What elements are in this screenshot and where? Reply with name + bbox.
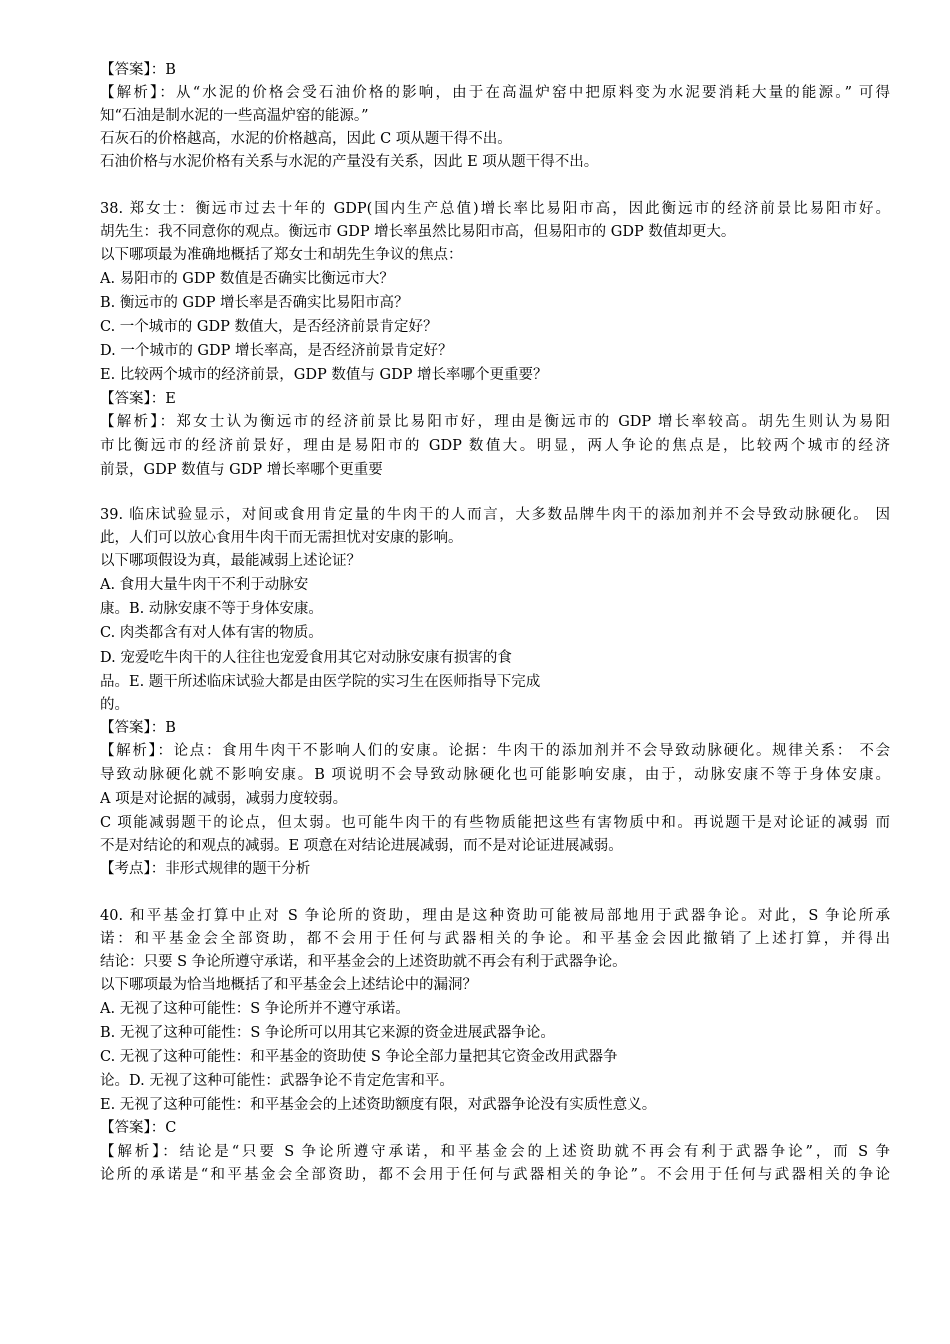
answer-38: 【答案】：E: [100, 391, 176, 407]
question-39-prompt: 以下哪项假设为真，最能减弱上述论证？: [100, 553, 361, 569]
question-40-prompt: 以下哪项最为恰当地概括了和平基金会上述结论中的漏洞？: [100, 977, 477, 993]
option-38-d: D. 一个城市的 GDP 增长率高，是否经济前景肯定好？: [100, 343, 453, 359]
analysis-37-line-3: 石灰石的价格越高，水泥的价格越高，因此 C 项从题干得不出。: [100, 131, 512, 147]
option-38-c: C. 一个城市的 GDP 数值大，是否经济前景肯定好？: [100, 319, 438, 335]
option-38-e: E. 比较两个城市的经济前景，GDP 数值与 GDP 增长率哪个更重要？: [100, 367, 548, 383]
option-40-e: E. 无视了这种可能性：和平基金会的上述资助额度有限，对武器争论没有实质性意义。: [100, 1097, 657, 1113]
question-38-prompt: 以下哪项最为准确地概括了郑女士和胡先生争议的焦点：: [100, 247, 463, 263]
question-39-line-1: 39. 临床试验显示，对间或食用肯定量的牛肉干的人而言，大多数品牌牛肉干的添加剂并不会导致动脉硬化。 因: [100, 507, 890, 523]
key-point-39: 【考点】：非形式规律的题干分析: [100, 861, 311, 877]
analysis-37-line-1: 【解析】：从“水泥的价格会受石油价格的影响，由于在高温炉窑中把原料变为水泥要消耗大量的能源。” 可得: [100, 85, 890, 101]
analysis-39-line-2: 导致动脉硬化就不影响安康。B 项说明不会导致动脉硬化也可能影响安康，由于，动脉安康不等于身体安康。: [100, 767, 890, 783]
option-40-b: B. 无视了这种可能性：S 争论所可以用其它来源的资金进展武器争论。: [100, 1025, 555, 1041]
option-39-e: 品。E. 题干所述临床试验大都是由医学院的实习生在医师指导下完成: [100, 674, 541, 690]
option-40-a: A. 无视了这种可能性：S 争论所并不遵守承诺。: [100, 1001, 410, 1017]
option-40-d: 论。D. 无视了这种可能性：武器争论不肯定危害和平。: [100, 1073, 454, 1089]
answer-39: 【答案】：B: [100, 720, 176, 736]
option-38-a: A. 易阳市的 GDP 数值是否确实比衡远市大？: [100, 271, 394, 287]
analysis-38-line-3: 前景，GDP 数值与 GDP 增长率哪个更重要: [100, 462, 383, 478]
analysis-37-line-4: 石油价格与水泥价格有关系与水泥的产量没有关系，因此 E 项从题干得不出。: [100, 154, 599, 170]
option-38-b: B. 衡远市的 GDP 增长率是否确实比易阳市高？: [100, 295, 409, 311]
question-40-line-2: 诺：和平基金会全部资助，都不会用于任何与武器相关的争论。和平基金会因此撤销了上述打算，并得出: [100, 931, 890, 947]
option-39-d: D. 宠爱吃牛肉干的人往往也宠爱食用其它对动脉安康有损害的食: [100, 650, 512, 666]
question-38-line-1: 38. 郑女士：衡远市过去十年的 GDP(国内生产总值)增长率比易阳市高，因此衡远市的经济前景比易阳市好。: [100, 201, 890, 217]
option-39-b: 康。B. 动脉安康不等于身体安康。: [100, 601, 323, 617]
option-39-a: A. 食用大量牛肉干不利于动脉安: [100, 577, 309, 593]
option-40-c: C. 无视了这种可能性：和平基金的资助使 S 争论全部力量把其它资金改用武器争: [100, 1049, 618, 1065]
analysis-39-line-4: C 项能减弱题干的论点，但太弱。也可能牛肉干的有些物质能把这些有害物质中和。再说题干是对论证的减弱 而: [100, 815, 890, 831]
analysis-38-line-1: 【解析】：郑女士认为衡远市的经济前景比易阳市好，理由是衡远市的 GDP 增长率较高。胡先生则认为易阳: [100, 414, 890, 430]
option-39-c: C. 肉类都含有对人体有害的物质。: [100, 625, 323, 641]
analysis-39-line-3: A 项是对论据的减弱，减弱力度较弱。: [100, 791, 348, 807]
question-40-line-3: 结论：只要 S 争论所遵守承诺，和平基金会的上述资助就不再会有利于武器争论。: [100, 954, 627, 970]
analysis-38-line-2: 市比衡远市的经济前景好，理由是易阳市的 GDP 数值大。明显，两人争论的焦点是，比较两个城市的经济: [100, 438, 890, 454]
analysis-39-line-5: 不是对结论的和观点的减弱。E 项意在对结论进展减弱，而不是对论证进展减弱。: [100, 838, 623, 854]
option-39-e-cont: 的。: [100, 697, 129, 713]
analysis-40-line-1: 【解析】：结论是“只要 S 争论所遵守承诺，和平基金会的上述资助就不再会有利于武器争论”，而 S 争: [100, 1144, 890, 1160]
analysis-39-line-1: 【解析】：论点：食用牛肉干不影响人们的安康。论据：牛肉干的添加剂并不会导致动脉硬化。规律关系： 不会: [100, 743, 890, 759]
question-40-line-1: 40. 和平基金打算中止对 S 争论所的资助，理由是这种资助可能被局部地用于武器争论。对此，S 争论所承: [100, 908, 890, 924]
answer-40: 【答案】：C: [100, 1120, 177, 1136]
answer-37: 【答案】：B: [100, 62, 176, 78]
analysis-37-line-2: 知“石油是制水泥的一些高温炉窑的能源。”: [100, 108, 369, 124]
question-39-line-2: 此，人们可以放心食用牛肉干而无需担忧对安康的影响。: [100, 530, 463, 546]
question-38-line-2: 胡先生：我不同意你的观点。衡远市 GDP 增长率虽然比易阳市高，但易阳市的 GDP 数值却更大。: [100, 224, 736, 240]
analysis-40-line-2: 论所的承诺是“和平基金会全部资助，都不会用于任何与武器相关的争论”。不会用于任何与武器相关的争论: [100, 1167, 890, 1183]
